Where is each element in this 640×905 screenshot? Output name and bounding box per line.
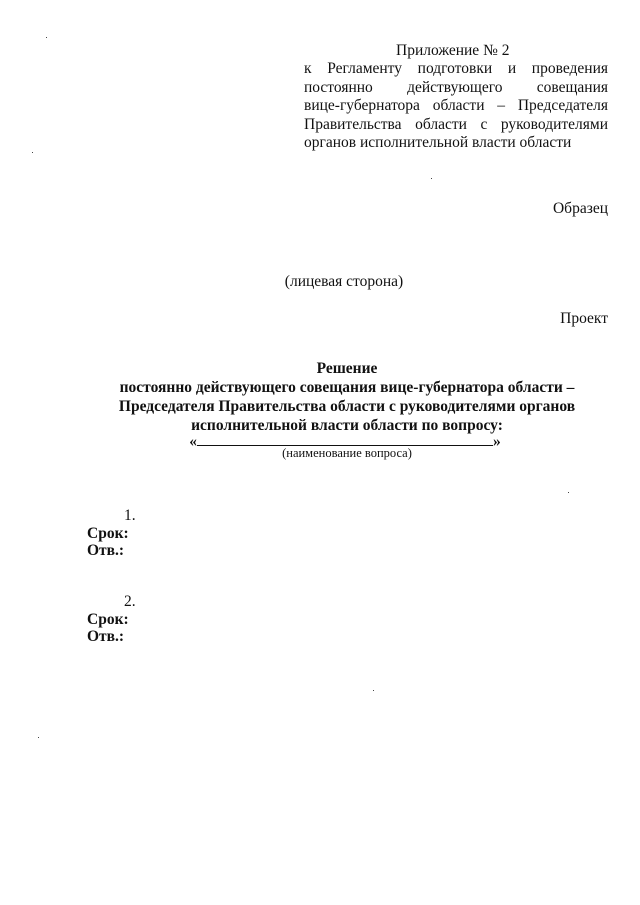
decision-line: исполнительной власти области по вопросу: [191, 417, 503, 434]
scan-speck [32, 152, 33, 153]
appendix-line: к Регламенту подготовки и проведения [304, 60, 608, 77]
quote-open: « [189, 433, 197, 450]
appendix-title: Приложение № 2 [396, 42, 510, 59]
decision-line: Председателя Правительства области с руководителями органов [118, 398, 576, 415]
responsible-label: Отв.: [87, 628, 125, 645]
decision-line: постоянно действующего совещания вице-губернатора области – [119, 379, 575, 396]
scan-speck [38, 737, 39, 738]
side-label-row [0, 273, 640, 291]
appendix-description [304, 60, 608, 153]
deadline-label: Срок: [87, 611, 129, 628]
scan-speck [431, 178, 432, 179]
side-label: (лицевая сторона) [284, 273, 404, 290]
appendix-line: постоянно действующего совещания [304, 78, 608, 96]
question-caption-row [0, 446, 640, 461]
appendix-line: Правительства области с руководителями [304, 115, 608, 133]
decision-heading: Решение [316, 360, 378, 377]
scan-speck [568, 492, 569, 493]
deadline-label: Срок: [87, 525, 129, 542]
appendix-line: вице-губернатора области – Председателя [304, 97, 608, 114]
sample-label: Образец [552, 200, 608, 217]
item-number: 1. [124, 507, 136, 524]
question-caption: (наименование вопроса) [282, 446, 412, 460]
scan-speck [373, 690, 374, 691]
item-number: 2. [124, 593, 136, 610]
responsible-label: Отв.: [87, 542, 125, 559]
quote-close: » [493, 433, 501, 450]
question-name-blank [197, 431, 493, 446]
decision-title-block [0, 359, 640, 435]
project-label: Проект [560, 310, 608, 327]
scan-speck [46, 37, 47, 38]
appendix-line: органов исполнительной власти области [304, 134, 572, 151]
